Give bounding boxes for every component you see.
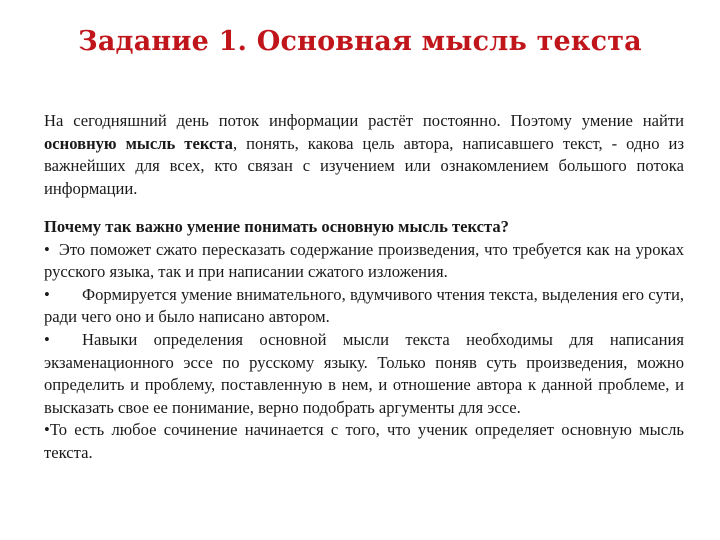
list-item-text: Навыки определения основной мысли текста необходимы для написания экзаменационного эссе по русскому языку. Только поняв суть произведения, можно определить и проблему, поставленную в нем, и отношение автора к данной проблеме, и высказать свое ее понимание, верно подобрать аргументы для эссе. <box>44 329 684 417</box>
list-item <box>44 239 684 284</box>
intro-emphasis: основную мысль текста <box>44 133 233 153</box>
bullet-icon: • <box>44 329 50 349</box>
list-item-text: Формируется умение внимательного, вдумчивого чтения текста, выделения его сути, ради чего оно и было написано автором. <box>44 284 684 327</box>
question-section <box>44 216 684 465</box>
list-item <box>44 284 684 329</box>
list-item <box>44 419 684 464</box>
slide-title: Задание 1. Основная мысль текста <box>78 26 642 57</box>
question-heading: Почему так важно умение понимать основную мысль текста? <box>44 217 509 236</box>
bullet-icon: • <box>44 239 50 259</box>
intro-paragraph <box>44 110 684 200</box>
intro-text-end: , понять, какова цель автора, написавшего текст, - одно из важнейших для всех, кто связан с изучением или ознакомлением большого потока информации. <box>44 133 684 198</box>
list-item <box>44 329 684 419</box>
bullet-icon: • <box>44 420 50 440</box>
list-item-text: То есть любое сочинение начинается с того, что ученик определяет основную мысль текста. <box>44 420 684 462</box>
bullet-icon: • <box>44 284 50 304</box>
intro-text-start: На сегодняшний день поток информации растёт постоянно. Поэтому умение найти <box>44 111 684 130</box>
list-item-text: Это поможет сжато пересказать содержание произведения, что требуется как на уроках русского языка, так и при написании сжатого изложения. <box>44 239 684 282</box>
